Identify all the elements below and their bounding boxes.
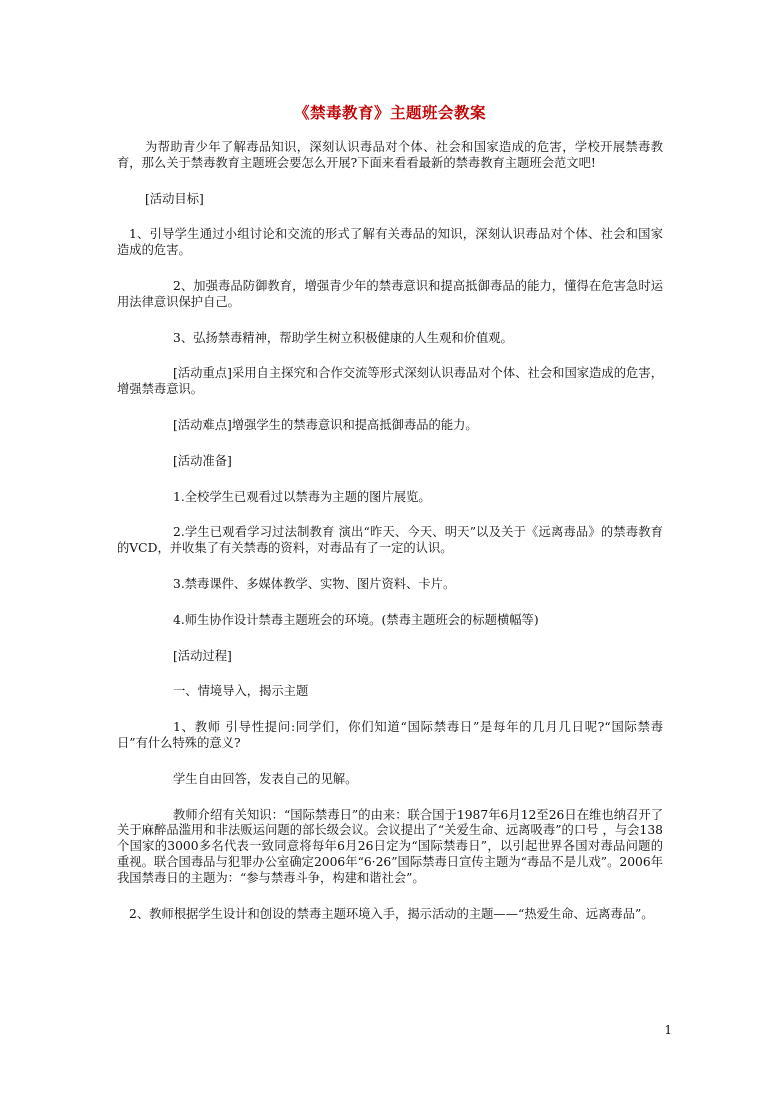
- document-title: 《禁毒教育》主题班会教案: [293, 104, 486, 122]
- page-number: 1: [664, 1023, 672, 1037]
- preparation-item-2: 2.学生已观看学习过法制教育 演出“昨天、今天、明天”以及关于《远离毒品》的禁毒教育的VCD，并收集了有关禁毒的资料，对毒品有了一定的认识。: [117, 525, 663, 556]
- key-point-paragraph: [活动重点]采用自主探究和合作交流等形式深刻认识毒品对个体、社会和国家造成的危害，增强禁毒意识。: [117, 366, 663, 397]
- preparation-item-3: 3.禁毒课件、多媒体教学、实物、图片资料、卡片。: [173, 576, 456, 591]
- document-body: [117, 140, 663, 922]
- section-heading-process: [活动过程]: [173, 648, 232, 663]
- teacher-intro-paragraph: 教师介绍有关知识：“国际禁毒日”的由来：联合国于1987年6月12至26日在维也纳召开了关于麻醉品滥用和非法贩运问题的部长级会议。会议提出了“关爱生命、远离吸毒”的口号 ，与会138个国家的3000多名代表一致同意将每年6月26日定为“国际禁毒日”，以引起世界各国对毒品问题的重视。联合国毒品与犯罪办公室确定2006年“6·26”国际禁毒日宣传主题为“毒品不是儿戏”。2006年我国禁毒日的主题为：“参与禁毒斗争，构建和谐社会”。: [117, 807, 663, 885]
- intro-paragraph: 为帮助青少年了解毒品知识，深刻认识毒品对个体、社会和国家造成的危害，学校开展禁毒教育，那么关于禁毒教育主题班会要怎么开展?下面来看看最新的禁毒教育主题班会范文吧!: [117, 140, 663, 170]
- student-answer-paragraph: 学生自由回答，发表自己的见解。: [173, 771, 358, 786]
- goal-item-1: 1、引导学生通过小组讨论和交流的形式了解有关毒品的知识，深刻认识毒品对个体、社会和国家造成的危害。: [117, 227, 663, 258]
- process-item-2: 2、教师根据学生设计和创设的禁毒主题环境入手，揭示活动的主题——“热爱生命、远离毒品”。: [129, 906, 654, 921]
- section-heading-preparation: [活动准备]: [173, 453, 232, 468]
- section-heading-goals: [活动目标]: [145, 191, 204, 206]
- goal-item-3: 3、弘扬禁毒精神，帮助学生树立积极健康的人生观和价值观。: [173, 330, 513, 345]
- process-step-heading: 一、情境导入，揭示主题: [173, 684, 309, 699]
- preparation-item-1: 1.全校学生已观看过以禁毒为主题的图片展览。: [173, 489, 431, 504]
- difficulty-paragraph: [活动难点]增强学生的禁毒意识和提高抵御毒品的能力。: [173, 417, 478, 432]
- process-item-1: 1、教师 引导性提问:同学们，你们知道“国际禁毒日”是每年的几月几日呢?“国际禁毒日”有什么特殊的意义?: [117, 720, 663, 750]
- goal-item-2: 2、加强毒品防御教育，增强青少年的禁毒意识和提高抵御毒品的能力，懂得在危害急时运用法律意识保护自己。: [117, 278, 663, 309]
- preparation-item-4: 4.师生协作设计禁毒主题班会的环境。(禁毒主题班会的标题横幅等): [173, 612, 539, 627]
